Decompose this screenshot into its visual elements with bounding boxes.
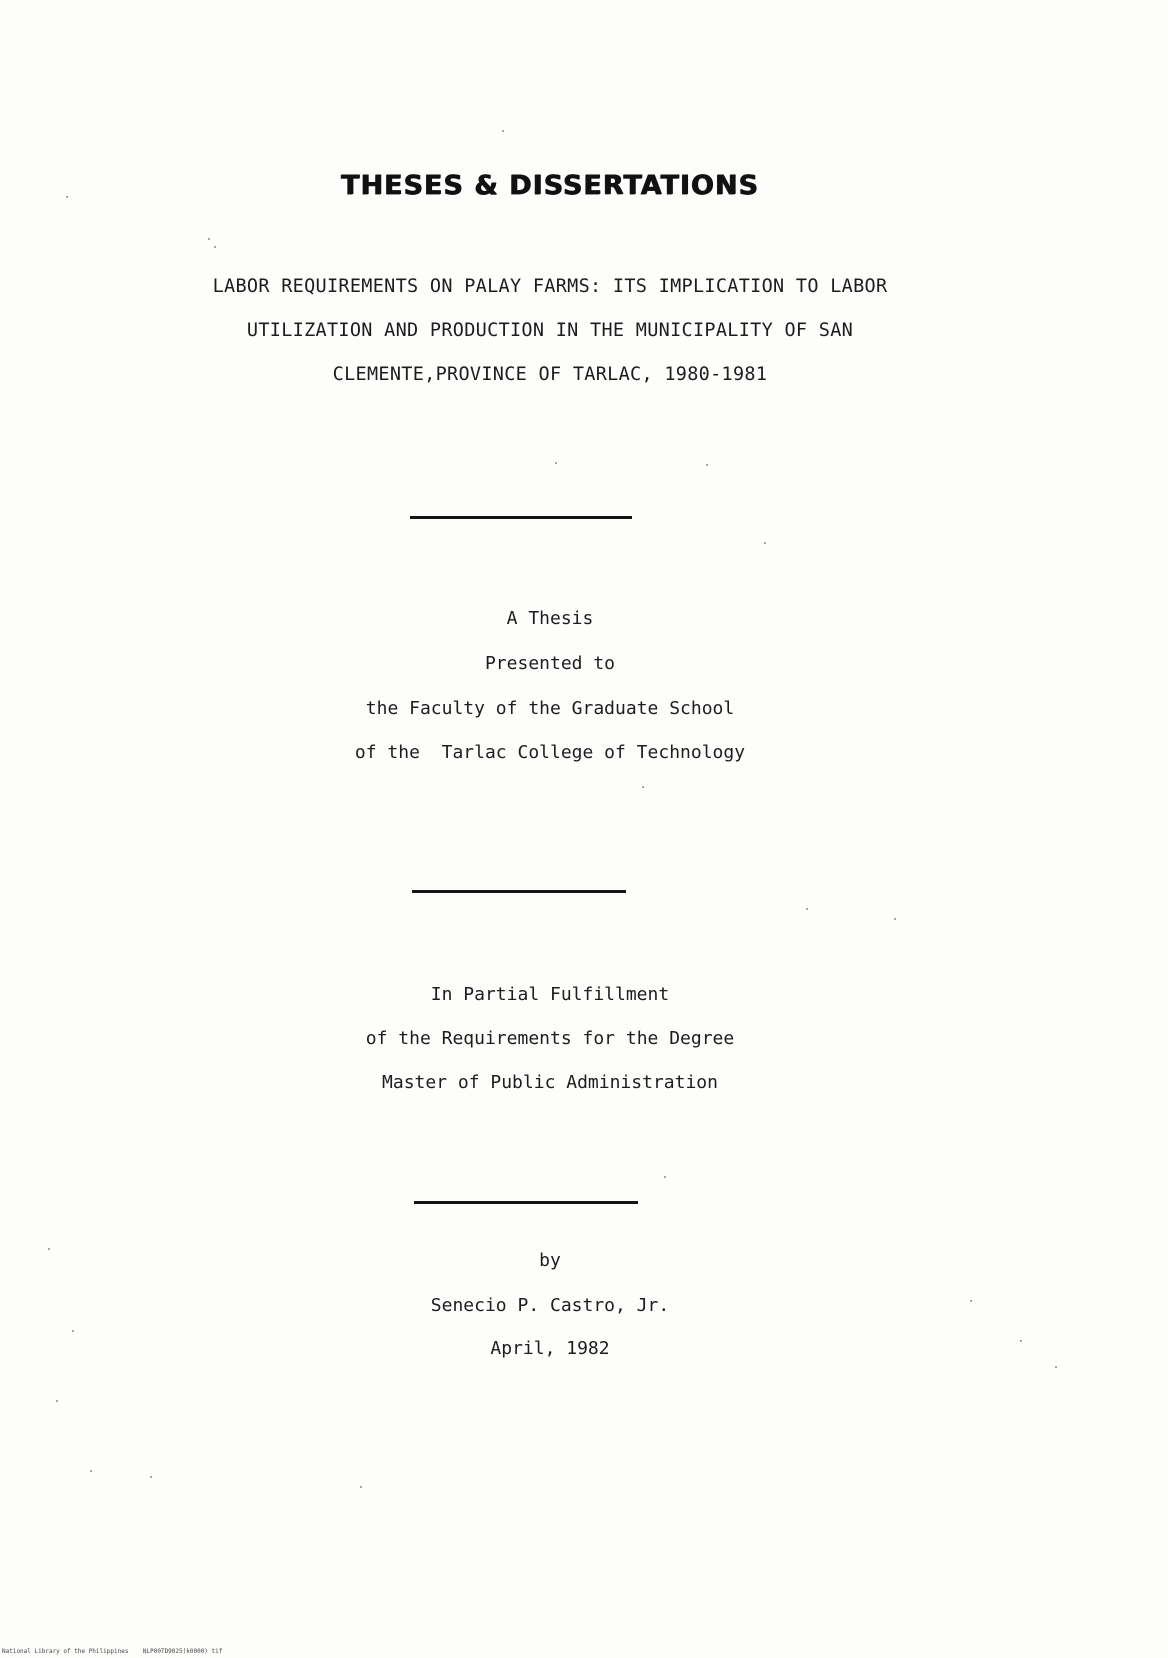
author-name: Senecio P. Castro, Jr. bbox=[430, 1295, 670, 1316]
scan-speck bbox=[150, 1476, 152, 1478]
scan-speck bbox=[806, 908, 808, 910]
fulfillment-line-1: In Partial Fulfillment bbox=[430, 984, 670, 1005]
thesis-title-line-3: CLEMENTE,PROVINCE OF TARLAC, 1980-1981 bbox=[332, 364, 768, 385]
scan-speck bbox=[66, 196, 68, 198]
scan-speck bbox=[1020, 1340, 1022, 1342]
scan-speck bbox=[90, 1470, 92, 1472]
divider-rule bbox=[414, 1201, 638, 1204]
presentation-line-1: A Thesis bbox=[506, 608, 594, 629]
fulfillment-line-2: of the Requirements for the Degree bbox=[365, 1028, 735, 1049]
theses-dissertations-stamp: THESES & DISSERTATIONS bbox=[341, 170, 759, 201]
presentation-line-4: of the Tarlac College of Technology bbox=[354, 742, 746, 763]
author-by: by bbox=[539, 1250, 561, 1271]
scan-speck bbox=[360, 1486, 362, 1488]
scan-speck bbox=[555, 462, 557, 464]
footer-source bbox=[2, 1648, 222, 1655]
scan-speck bbox=[48, 1248, 50, 1250]
scan-speck bbox=[764, 542, 766, 544]
scan-speck bbox=[706, 464, 708, 466]
scan-speck bbox=[642, 786, 644, 788]
scan-speck bbox=[502, 130, 504, 132]
scan-speck bbox=[56, 1400, 58, 1402]
scan-speck bbox=[894, 918, 896, 920]
divider-rule bbox=[410, 516, 632, 519]
presentation-line-2: Presented to bbox=[484, 653, 616, 674]
footer-file: NLP00TD9025(k0000) tif bbox=[142, 1648, 223, 1655]
scan-speck bbox=[664, 1176, 666, 1178]
scan-speck bbox=[214, 246, 216, 248]
scan-speck bbox=[208, 238, 210, 240]
presentation-line-3: the Faculty of the Graduate School bbox=[365, 698, 735, 719]
fulfillment-line-3: Master of Public Administration bbox=[382, 1072, 718, 1093]
scan-speck bbox=[970, 1300, 972, 1302]
scan-speck bbox=[1055, 1366, 1057, 1368]
divider-rule bbox=[412, 890, 626, 893]
submission-date: April, 1982 bbox=[490, 1338, 610, 1359]
thesis-title-line-2: UTILIZATION AND PRODUCTION IN THE MUNICIPALITY OF SAN bbox=[246, 320, 854, 341]
scan-speck bbox=[72, 1330, 74, 1332]
thesis-title-line-1: LABOR REQUIREMENTS ON PALAY FARMS: ITS IMPLICATION TO LABOR bbox=[212, 276, 888, 297]
footer-library: National Library of the Philippines bbox=[2, 1648, 129, 1655]
